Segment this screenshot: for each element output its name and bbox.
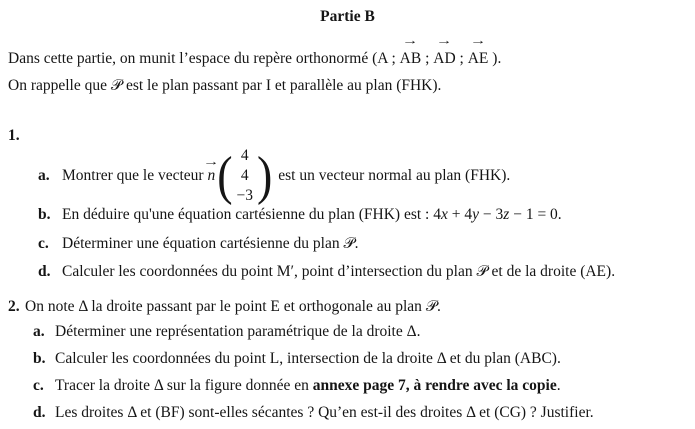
text-segment: − 3 — [479, 206, 504, 223]
text-segment: . — [354, 235, 359, 252]
plane-script-p: 𝒫 — [110, 76, 123, 94]
question-1d — [38, 261, 690, 282]
question-2-text — [25, 298, 441, 315]
text-segment: x — [441, 206, 448, 223]
intro-paragraph — [8, 45, 688, 99]
item-1d-text — [62, 263, 615, 280]
item-1a-label: a. — [38, 166, 50, 184]
item-1c-label: c. — [38, 235, 49, 252]
item-2b-text — [55, 350, 561, 367]
question-1b — [38, 205, 690, 225]
vector-notation: AE → — [468, 45, 489, 72]
question-2c — [33, 376, 690, 396]
text-segment: . — [556, 377, 561, 394]
text-segment: On note Δ la droite passant par le point E et orthogonale au plan — [25, 298, 426, 315]
vector-notation: n → — [207, 166, 215, 186]
text-segment: z — [503, 206, 510, 223]
vector-notation: AB → — [400, 45, 422, 72]
text-segment: ; — [455, 50, 468, 67]
vector-component: 4 — [240, 167, 249, 184]
column-vector — [217, 146, 272, 206]
item-1a-text — [62, 147, 511, 204]
question-2d — [33, 403, 690, 423]
plane-script-p: 𝒫 — [476, 262, 488, 280]
item-2c-text — [55, 377, 561, 394]
text-segment: On rappelle que — [8, 77, 111, 94]
vector-component: −3 — [236, 187, 254, 204]
text-segment: Déterminer une représentation paramétrique de la droite Δ. — [55, 323, 421, 340]
vector-component: ( 4 — [240, 147, 249, 164]
item-2a-label: a. — [33, 323, 45, 340]
intro-line-2 — [8, 72, 688, 99]
text-segment: ). — [488, 50, 502, 67]
question-2-number: 2. — [8, 298, 20, 315]
question-2a — [33, 322, 690, 342]
question-1c — [38, 233, 690, 254]
text-segment: y — [472, 206, 480, 223]
text-segment: est le plan passant par I et parallèle au plan (FHK). — [122, 77, 442, 94]
question-1a — [38, 146, 690, 206]
text-segment: Déterminer une équation cartésienne du plan — [62, 235, 344, 252]
item-2d-text — [55, 404, 594, 421]
question-1-number: 1. — [8, 127, 20, 144]
text-segment: Dans cette partie, on munit l’espace du repère orthonormé (A ; — [8, 50, 400, 67]
text-segment: et de la droite (AE). — [487, 263, 616, 280]
text-segment: Calculer les coordonnées du point L, intersection de la droite Δ et du plan (ABC). — [55, 350, 561, 367]
plane-script-p: 𝒫 — [343, 234, 355, 252]
item-2c-label: c. — [33, 377, 44, 394]
text-segment: En déduire qu'une équation cartésienne du plan (FHK) est : 4 — [62, 206, 441, 223]
text-segment: est un vecteur normal au plan (FHK). — [274, 166, 511, 184]
item-1b-label: b. — [38, 206, 51, 223]
question-2b — [33, 349, 690, 369]
intro-line-1 — [8, 45, 688, 72]
text-segment: Les droites Δ et (BF) sont-elles sécantes ? Qu’en est-il des droites Δ et (CG) ? Justifier. — [55, 404, 594, 421]
item-1b-text — [62, 206, 562, 223]
text-segment: Montrer que le vecteur — [62, 166, 208, 184]
column-vector-values — [233, 146, 258, 206]
text-segment: Tracer la droite Δ sur la figure donnée en — [55, 377, 313, 394]
text-segment: − 1 = 0. — [509, 206, 562, 223]
text-segment: + 4 — [447, 206, 473, 223]
item-1c-text — [62, 235, 359, 252]
plane-script-p: 𝒫 — [425, 297, 437, 315]
item-2a-text — [55, 323, 420, 340]
question-1-heading — [8, 126, 690, 146]
page-title: Partie B — [320, 8, 375, 25]
item-2b-label: b. — [33, 350, 46, 367]
vector-notation: AD → — [433, 45, 455, 72]
text-segment: annexe page 7, à rendre avec la copie — [312, 377, 557, 394]
text-segment: Calculer les coordonnées du point M′, point d’intersection du plan — [62, 263, 477, 280]
text-segment: . — [437, 298, 441, 315]
question-2-heading — [8, 296, 690, 317]
text-segment: ; — [421, 50, 434, 67]
item-1d-label: d. — [38, 263, 51, 280]
item-2d-label: d. — [33, 404, 46, 421]
